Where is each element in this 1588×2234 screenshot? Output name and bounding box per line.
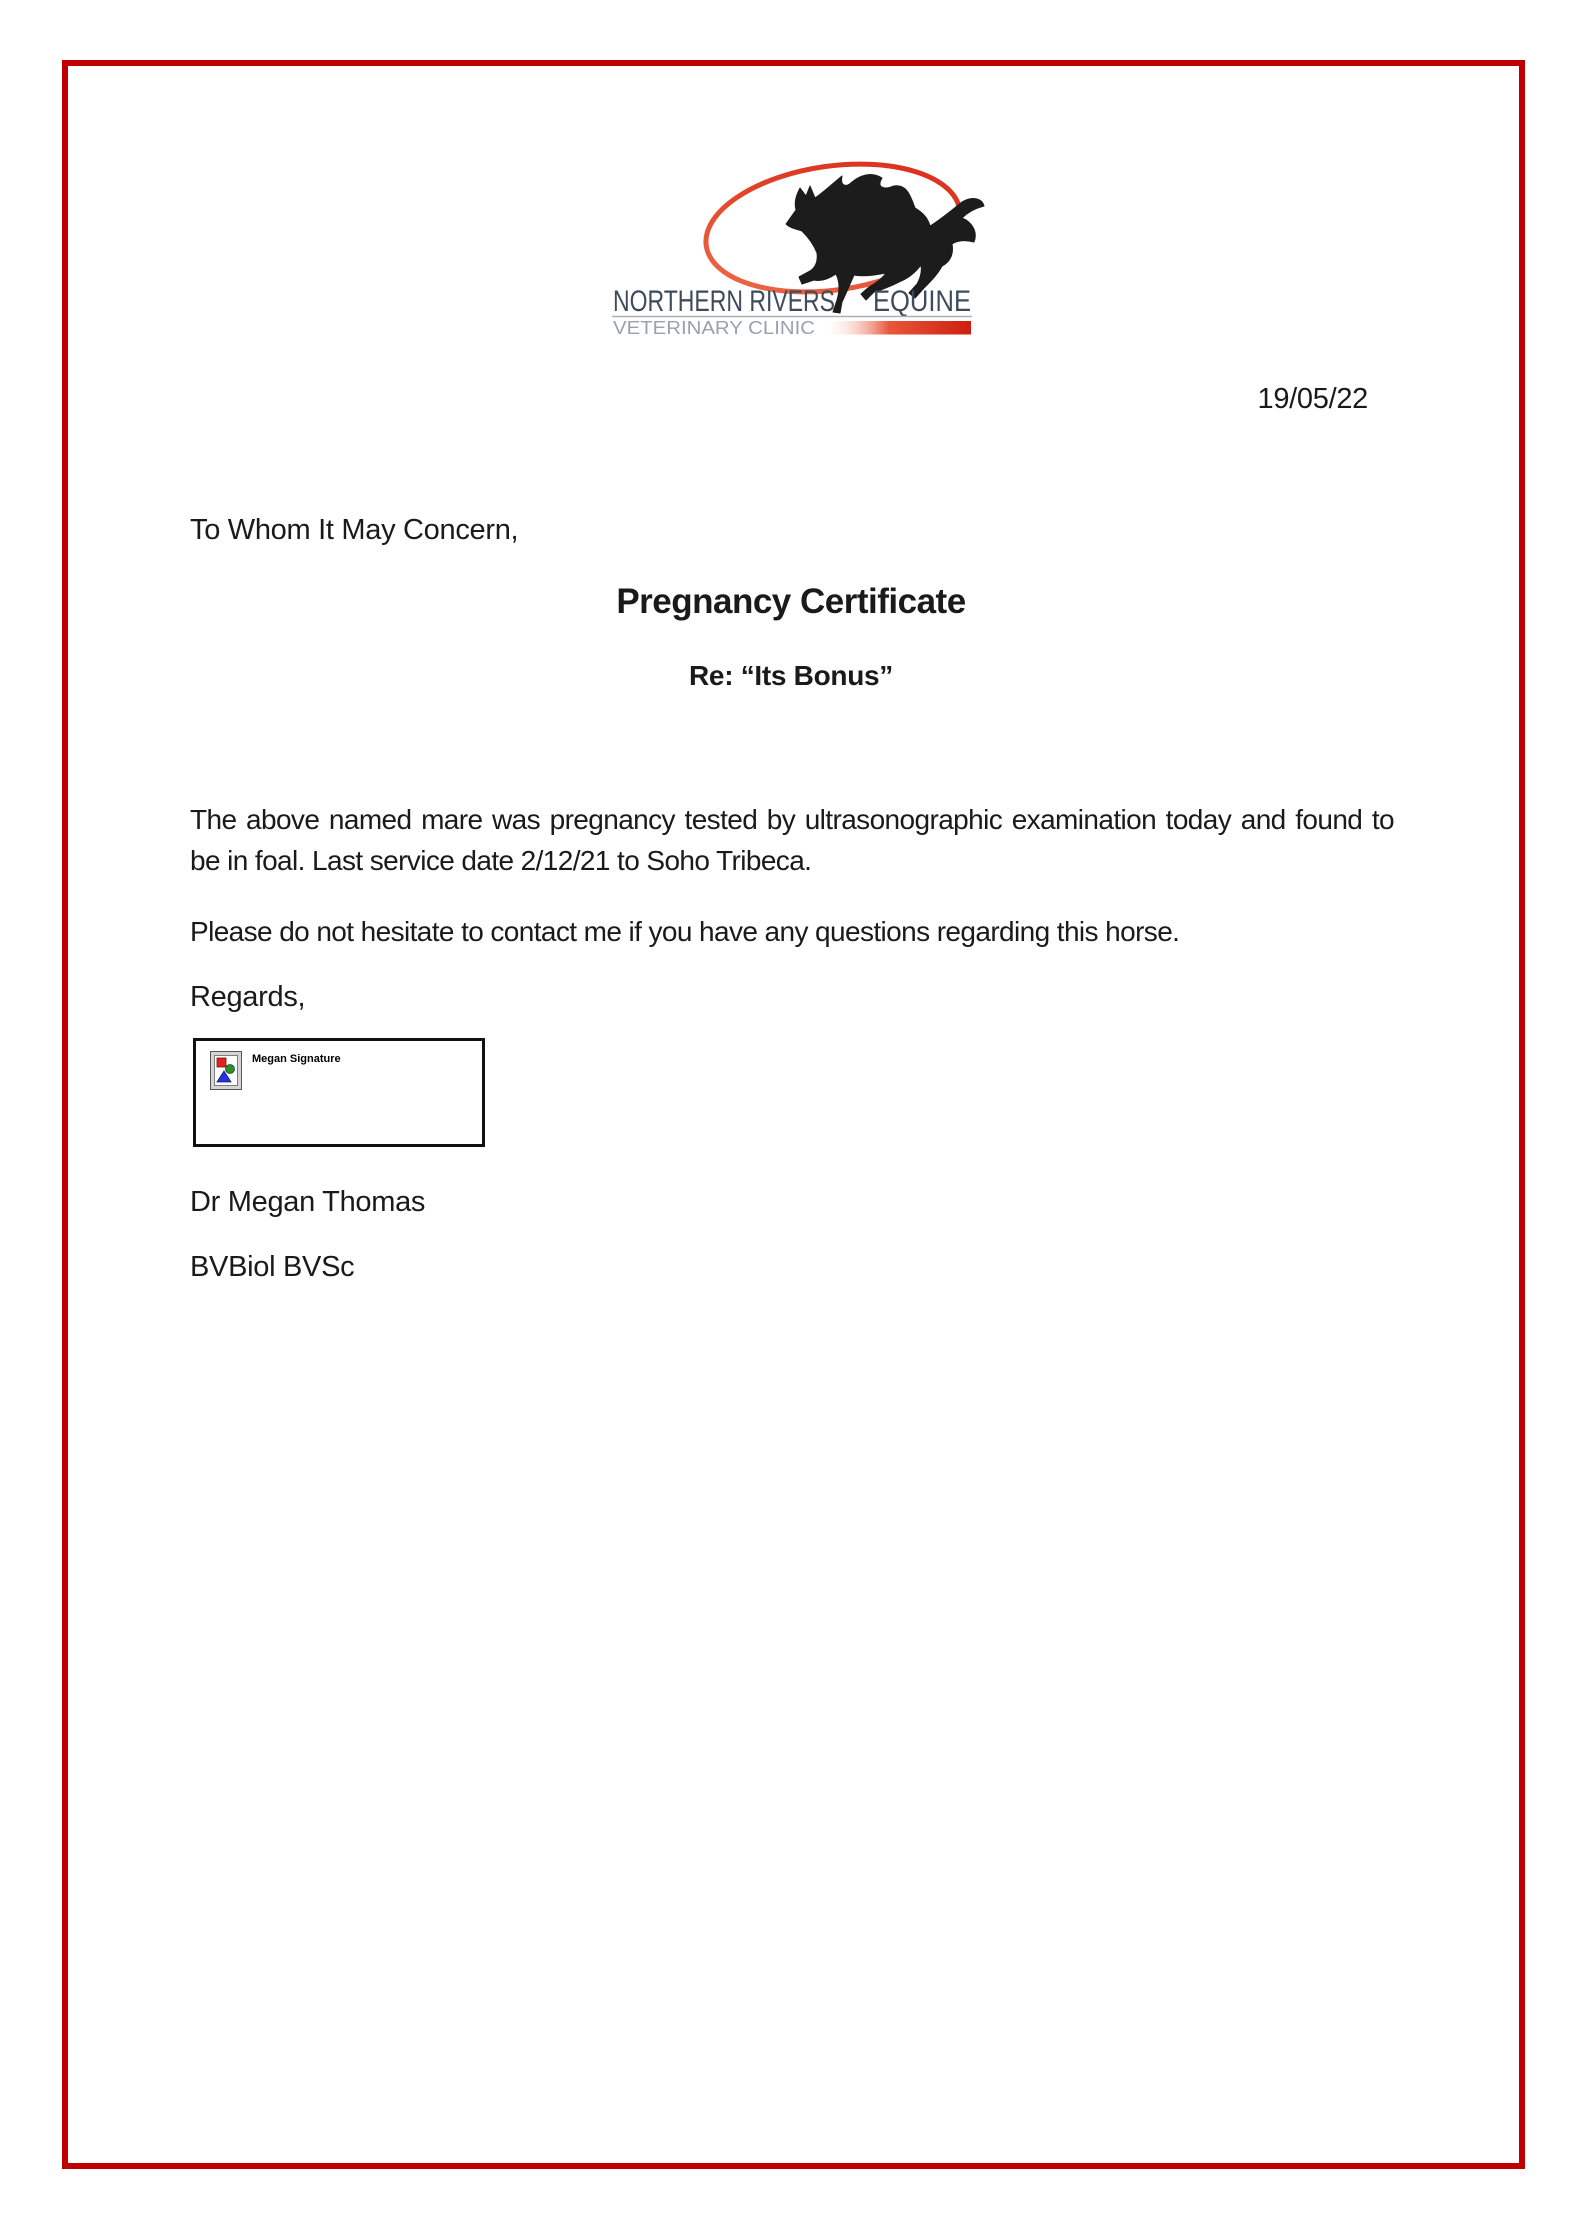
logo-gradient-bar <box>822 321 971 335</box>
clinic-logo <box>610 158 990 348</box>
closing: Regards, <box>190 981 306 1013</box>
letter-date: 19/05/22 <box>1257 383 1368 415</box>
logo-clinic-name-right: EQUINE <box>873 285 971 318</box>
broken-image-icon <box>210 1051 242 1090</box>
logo-clinic-subtitle: VETERINARY CLINIC <box>613 318 815 338</box>
signature-alt-text: Megan Signature <box>252 1053 341 1065</box>
signatory-name: Dr Megan Thomas <box>190 1186 426 1218</box>
letter-subject: Re: “Its Bonus” <box>689 660 893 691</box>
letter-title: Pregnancy Certificate <box>616 582 966 621</box>
body-paragraph-2: Please do not hesitate to contact me if you have any questions regarding this horse. <box>190 916 1180 947</box>
body-paragraph-1: The above named mare was pregnancy tested by ultrasonographic examination today and found to be in foal. Last service date 2/12/21 to Soho Tribeca. <box>190 804 1394 876</box>
signature-image-placeholder <box>193 1038 485 1147</box>
logo-clinic-name-left: NORTHERN RIVERS <box>613 285 835 318</box>
broken-image-shapes-icon <box>215 1056 237 1085</box>
clinic-logo-graphic <box>610 158 990 348</box>
salutation: To Whom It May Concern, <box>190 514 519 546</box>
signatory-credentials: BVBiol BVSc <box>190 1251 355 1283</box>
